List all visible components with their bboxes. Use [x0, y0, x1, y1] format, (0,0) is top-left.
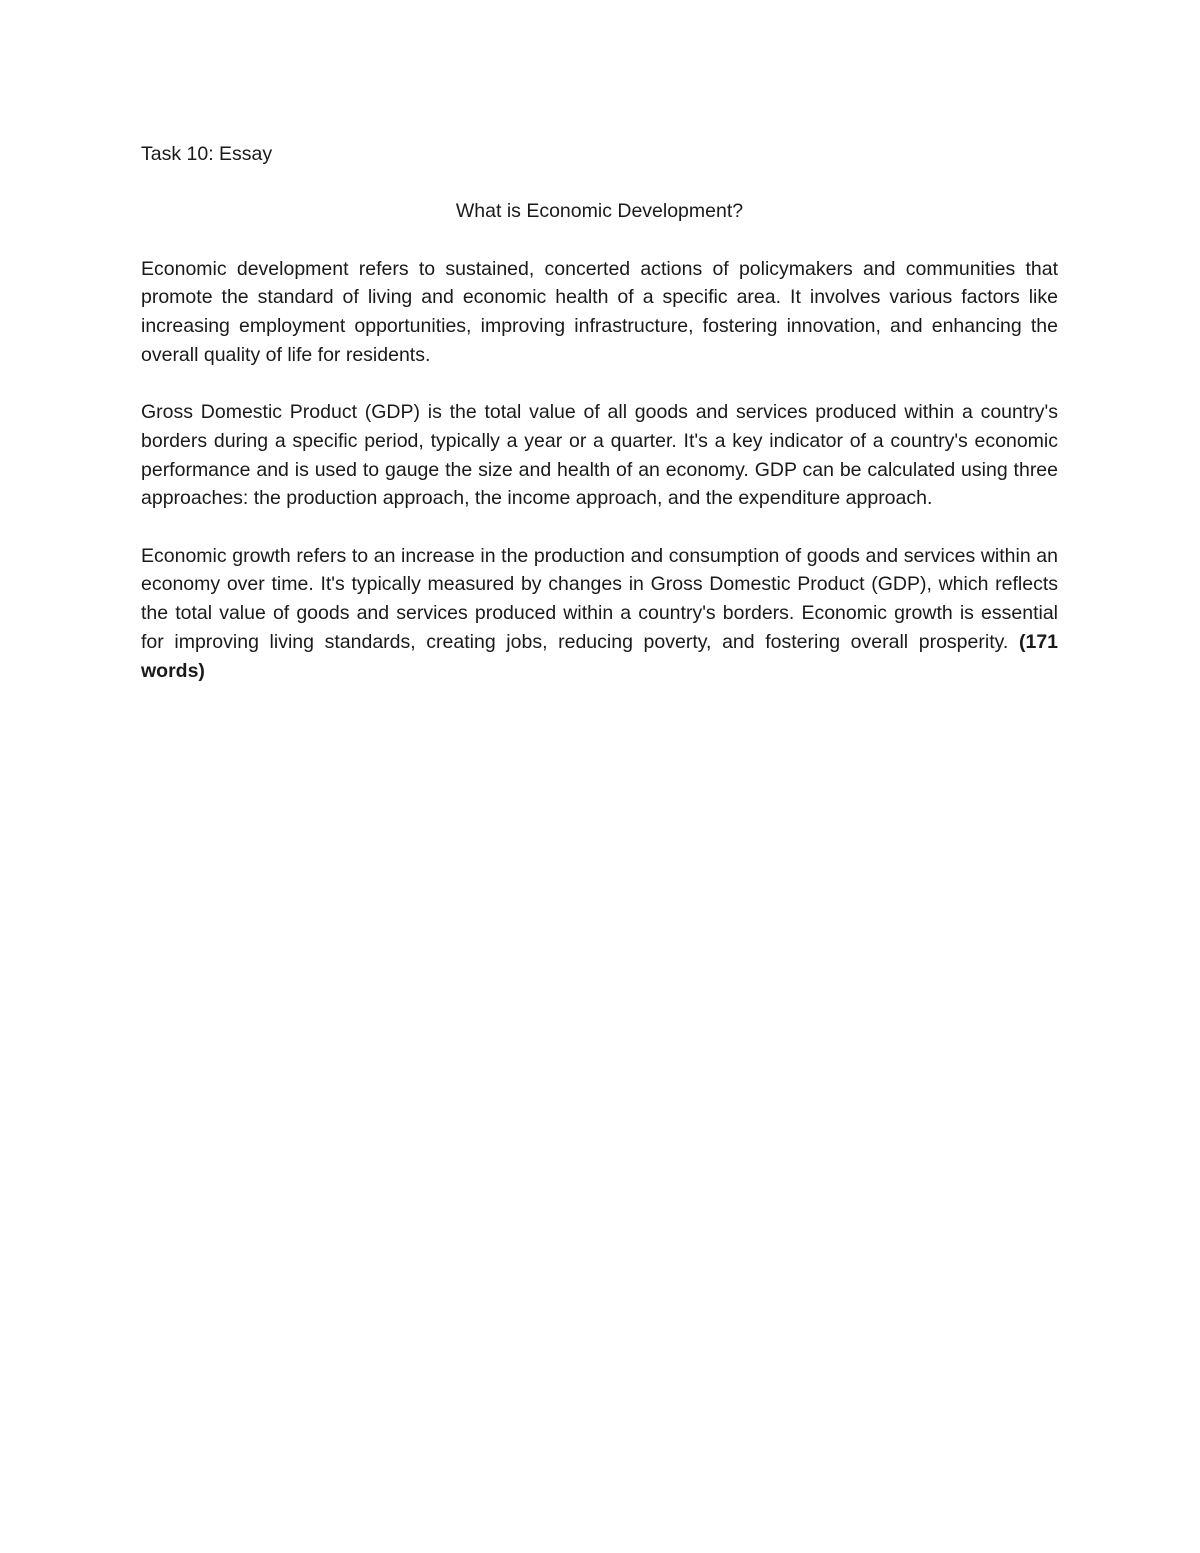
- paragraph-economic-growth-text: Economic growth refers to an increase in the production and consumption of goods and services within an economy over time. It's typically measured by changes in Gross Domestic Product (GDP), which reflects the total value of goods and services produced within a country's borders. Economic growth is essential for improving living standards, creating jobs, reducing poverty, and fostering overall prosperity.: [141, 544, 1058, 653]
- document-body: [141, 140, 1058, 714]
- task-label: Task 10: Essay: [141, 143, 273, 165]
- paragraph-gdp: Gross Domestic Product (GDP) is the total value of all goods and services produced within a country's borders during a specific period, typically a year or a quarter. It's a key indicator of a country's economic performance and is used to gauge the size and health of an economy. GDP can be calculated using three approaches: the production approach, the income approach, and the expenditure approach.: [141, 401, 1058, 510]
- paragraph-economic-growth: [141, 542, 1058, 686]
- paragraph-economic-development: Economic development refers to sustained, concerted actions of policymakers and communities that promote the standard of living and economic health of a specific area. It involves various factors like increasing employment opportunities, improving infrastructure, fostering innovation, and enhancing the overall quality of life for residents.: [141, 257, 1058, 366]
- word-count: (171 words): [141, 630, 1059, 682]
- essay-title: What is Economic Development?: [455, 200, 744, 223]
